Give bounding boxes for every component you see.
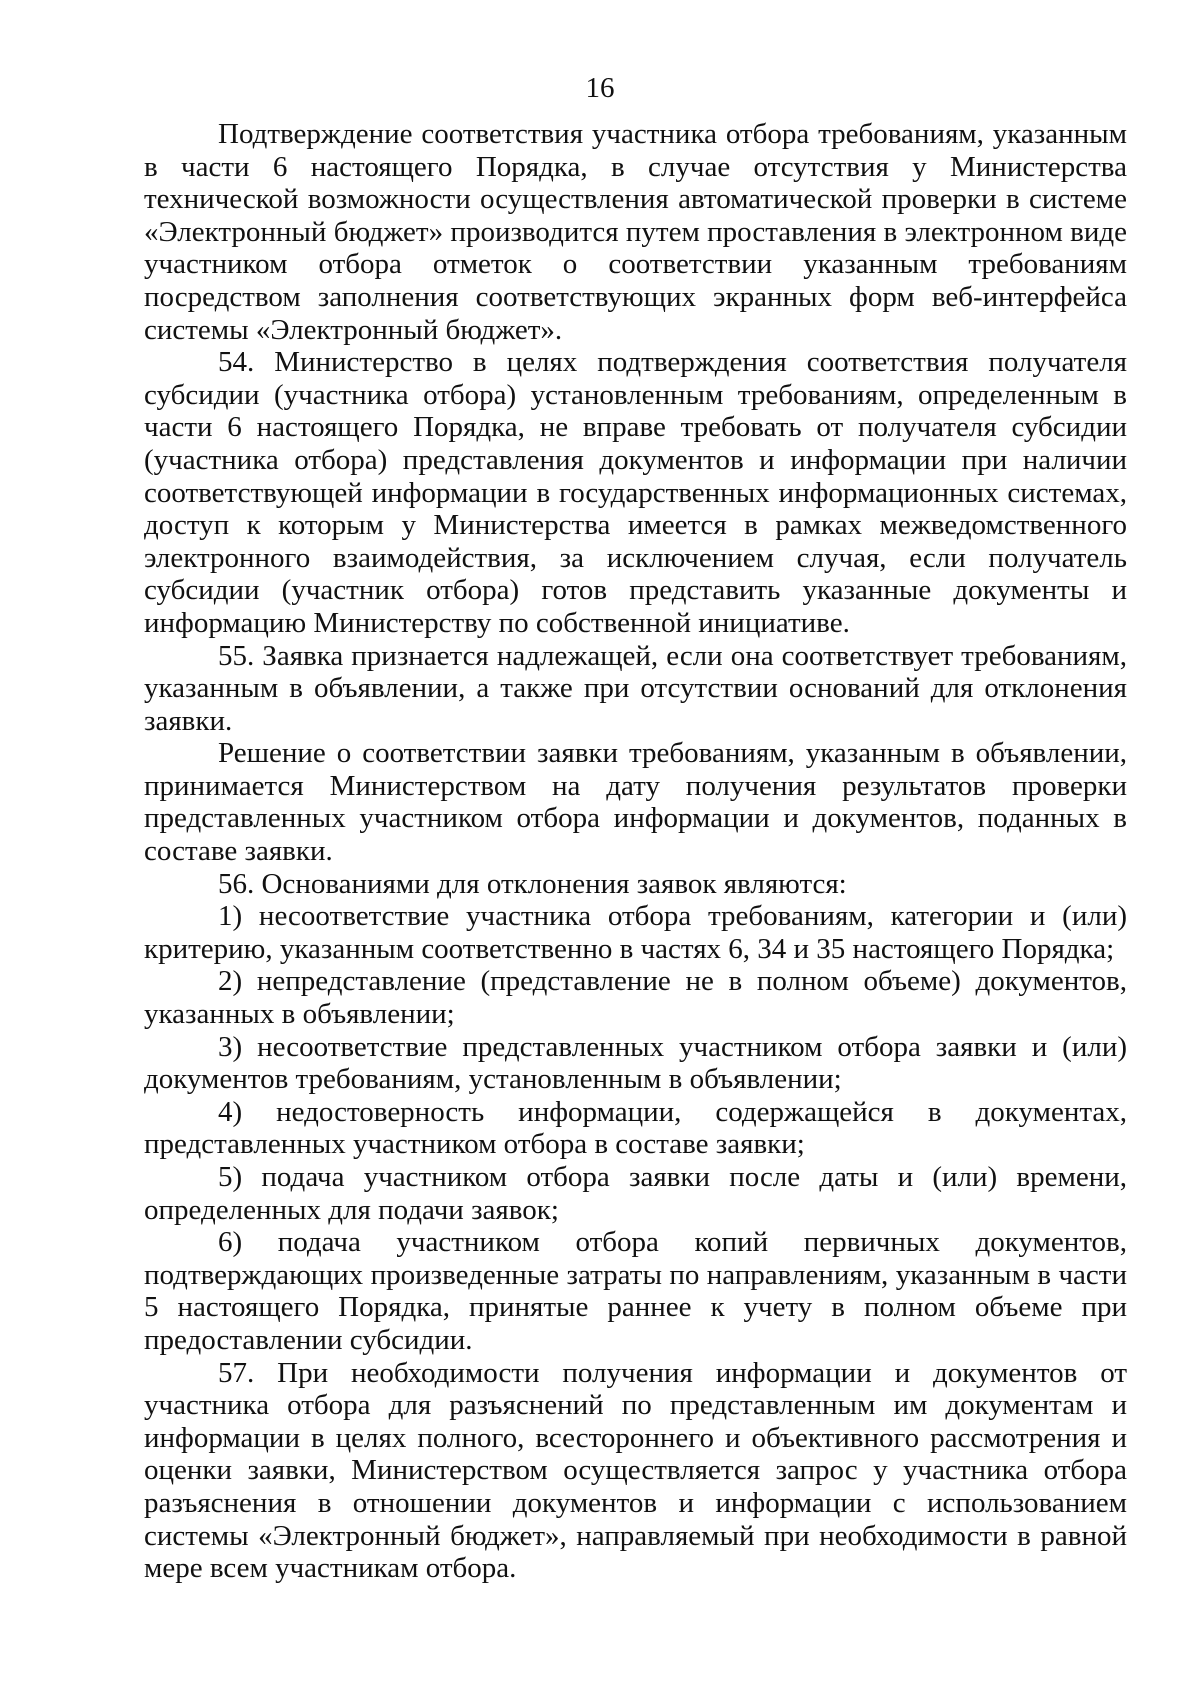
- paragraph-54: 54. Министерство в целях подтверждения соответствия получателя субсидии (участника отбора) установленным требованиям, определенным в части 6 настоящего Порядка, не вправе требовать от получателя субсидии (участника отбора) представления документов и информации при наличии соответствующей информации в государственных информационных системах, доступ к которым у Министерства имеется в рамках межведомственного электронного взаимодействия, за исключением случая, если получатель субсидии (участник отбора) готов представить указанные документы и информацию Министерству по собственной инициативе.: [144, 346, 1127, 639]
- list-item-56-1: 1) несоответствие участника отбора требованиям, категории и (или) критерию, указанным соответственно в частях 6, 34 и 35 настоящего Порядка;: [144, 900, 1127, 965]
- document-body: [144, 118, 1127, 1585]
- paragraph-decision: Решение о соответствии заявки требованиям, указанным в объявлении, принимается Министерством на дату получения результатов проверки представленных участником отбора информации и документов, поданных в составе заявки.: [144, 737, 1127, 868]
- paragraph-56: 56. Основаниями для отклонения заявок являются:: [218, 867, 847, 900]
- paragraph-confirmation: Подтверждение соответствия участника отбора требованиям, указанным в части 6 настоящего Порядка, в случае отсутствия у Министерства технической возможности осуществления автоматической проверки в системе «Электронный бюджет» производится путем проставления в электронном виде участником отбора отметок о соответствии указанным требованиям посредством заполнения соответствующих экранных форм веб-интерфейса системы «Электронный бюджет».: [144, 118, 1127, 346]
- list-item-56-3: 3) несоответствие представленных участником отбора заявки и (или) документов требованиям, установленным в объявлении;: [144, 1030, 1127, 1096]
- list-item-56-6: 6) подача участником отбора копий первичных документов, подтверждающих произведенные затраты по направлениям, указанным в части 5 настоящего Порядка, принятые раннее к учету в полном объеме при предоставлении субсидии.: [144, 1226, 1127, 1356]
- list-item-56-2: 2) непредставление (представление не в полном объеме) документов, указанных в объявлении;: [144, 965, 1127, 1031]
- page-number: 16: [585, 72, 615, 104]
- paragraph-55: 55. Заявка признается надлежащей, если она соответствует требованиям, указанным в объявлении, а также при отсутствии оснований для отклонения заявки.: [144, 639, 1127, 737]
- paragraph-57: 57. При необходимости получения информации и документов от участника отбора для разъяснений по представленным им документам и информации в целях полного, всестороннего и объективного рассмотрения и оценки заявки, Министерством осуществляется запрос у участника отбора разъяснения в отношении документов и информации с использованием системы «Электронный бюджет», направляемый при необходимости в равной мере всем участникам отбора.: [144, 1356, 1127, 1585]
- list-item-56-5: 5) подача участником отбора заявки после даты и (или) времени, определенных для подачи заявок;: [144, 1161, 1127, 1226]
- list-item-56-4: 4) недостоверность информации, содержащейся в документах, представленных участником отбора в составе заявки;: [144, 1095, 1127, 1161]
